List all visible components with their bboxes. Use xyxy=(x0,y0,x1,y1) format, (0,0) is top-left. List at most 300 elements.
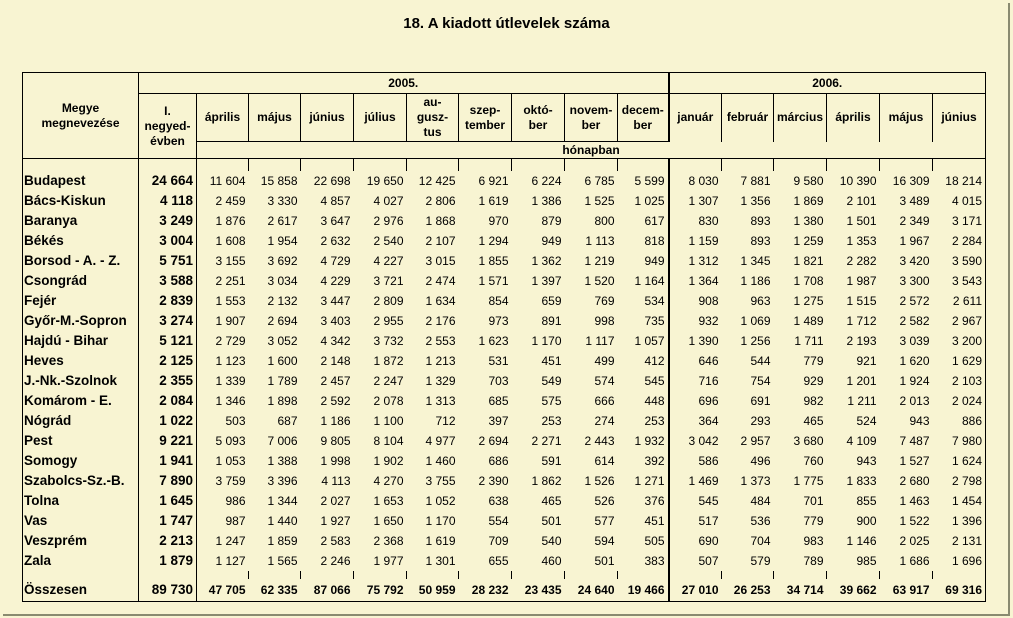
county-name: Budapest xyxy=(23,171,139,191)
month-value: 659 xyxy=(541,293,562,308)
county-name: Vas xyxy=(23,511,139,531)
month-value: 1 501 xyxy=(846,213,877,228)
month-value: 1 600 xyxy=(267,353,298,368)
month-value: 818 xyxy=(618,231,669,251)
month-value: 540 xyxy=(541,533,562,548)
q1-value: 1 022 xyxy=(139,411,197,431)
month-value: 1 789 xyxy=(267,373,298,388)
month-value: 15 858 xyxy=(260,173,298,188)
month-value: 2 251 xyxy=(215,273,246,288)
county-name: Összesen xyxy=(23,579,139,602)
month-value: 1 307 xyxy=(669,191,722,211)
q1-value: 1 941 xyxy=(139,451,197,471)
header-line: tus xyxy=(423,125,442,139)
county-name: Csongrád xyxy=(23,271,139,291)
month-value: 3 647 xyxy=(320,213,351,228)
month-value: 2 459 xyxy=(215,193,246,208)
month-value: 2 457 xyxy=(320,373,351,388)
header-line: decem- xyxy=(621,102,664,117)
header-line: tember xyxy=(464,117,505,132)
month-value: 685 xyxy=(488,393,509,408)
month-value: 507 xyxy=(669,551,722,571)
q1-value: 3 274 xyxy=(139,311,197,331)
month-value: 690 xyxy=(669,531,722,551)
month-value: 536 xyxy=(750,513,771,528)
month-value: 686 xyxy=(488,453,509,468)
month-value: 3 171 xyxy=(933,211,986,231)
month-value: 1 869 xyxy=(793,193,824,208)
month-value: 1 712 xyxy=(846,313,877,328)
month-value: 712 xyxy=(435,413,456,428)
month-value: 11 604 xyxy=(209,173,246,188)
month-value: 687 xyxy=(277,413,298,428)
county-name: Borsod - A. - Z. xyxy=(23,251,139,271)
month-value: 998 xyxy=(594,313,615,328)
month-value: 3 732 xyxy=(373,333,404,348)
table-row xyxy=(23,391,986,411)
month-value: 1 619 xyxy=(425,533,456,548)
month-value: 1 634 xyxy=(425,293,456,308)
month-value: 2 027 xyxy=(320,493,351,508)
month-value: 253 xyxy=(541,413,562,428)
month-value: 1 313 xyxy=(425,393,456,408)
month-value: 638 xyxy=(488,493,509,508)
month-header-2006 xyxy=(722,94,774,142)
month-value: 2 025 xyxy=(899,533,930,548)
month-value: 531 xyxy=(488,353,509,368)
month-value: 2 103 xyxy=(933,371,986,391)
month-value: 1 515 xyxy=(846,293,877,308)
month-value: 1 821 xyxy=(793,253,824,268)
month-value: 2 132 xyxy=(267,293,298,308)
month-value: 6 921 xyxy=(478,173,509,188)
month-header-2005 xyxy=(459,94,512,142)
month-value: 655 xyxy=(488,553,509,568)
month-value: 760 xyxy=(803,453,824,468)
month-value: 973 xyxy=(488,313,509,328)
month-value: 1 927 xyxy=(320,513,351,528)
month-value: 2 107 xyxy=(425,233,456,248)
q1-value: 2 839 xyxy=(139,291,197,311)
month-value: 1 159 xyxy=(669,231,722,251)
month-value: 2 176 xyxy=(425,313,456,328)
month-value: 800 xyxy=(594,213,615,228)
month-value: 617 xyxy=(618,211,669,231)
month-value: 24 640 xyxy=(565,579,618,602)
month-value: 253 xyxy=(618,411,669,431)
q1-value: 1 645 xyxy=(139,491,197,511)
month-value: 1 170 xyxy=(531,333,562,348)
header-line: megnevezése xyxy=(41,115,120,130)
month-value: 3 755 xyxy=(425,473,456,488)
month-value: 1 775 xyxy=(793,473,824,488)
table-row xyxy=(23,451,986,471)
month-value: 1 859 xyxy=(267,533,298,548)
month-value: 1 553 xyxy=(215,293,246,308)
month-value: 3 015 xyxy=(425,253,456,268)
table-row xyxy=(23,351,986,371)
month-value: 1 146 xyxy=(846,533,877,548)
header-line: negyed- xyxy=(144,118,191,133)
month-value: 6 224 xyxy=(531,173,562,188)
month-value: 27 010 xyxy=(669,579,722,602)
month-value: 3 721 xyxy=(373,273,404,288)
q1-value: 2 125 xyxy=(139,351,197,371)
month-value: 2 694 xyxy=(267,313,298,328)
month-value: 4 015 xyxy=(933,191,986,211)
month-value: 274 xyxy=(594,413,615,428)
month-value: 769 xyxy=(594,293,615,308)
month-value: 1 271 xyxy=(618,471,669,491)
month-value: 1 373 xyxy=(740,473,771,488)
month-value: 496 xyxy=(750,453,771,468)
month-value: 8 104 xyxy=(373,433,404,448)
month-value: 1 396 xyxy=(933,511,986,531)
month-value: 1 256 xyxy=(740,333,771,348)
month-header-2005 xyxy=(301,94,354,142)
q1-value: 89 730 xyxy=(139,579,197,602)
header-line: ber xyxy=(528,117,548,132)
month-value: 376 xyxy=(618,491,669,511)
year-2005-header: 2005. xyxy=(139,73,669,94)
unit-header: hónapban xyxy=(197,142,986,159)
month-value: 4 270 xyxy=(373,473,404,488)
month-header-2006 xyxy=(827,94,880,142)
month-value: 293 xyxy=(750,413,771,428)
month-value: 2 540 xyxy=(373,233,404,248)
month-value: 2 078 xyxy=(373,393,404,408)
header-line: január xyxy=(677,110,714,125)
month-value: 1 520 xyxy=(584,273,615,288)
month-value: 1 390 xyxy=(669,331,722,351)
month-value: 1 876 xyxy=(215,213,246,228)
month-value: 1 301 xyxy=(425,553,456,568)
county-name: Tolna xyxy=(23,491,139,511)
month-value: 591 xyxy=(541,453,562,468)
month-header-2005 xyxy=(407,94,459,142)
month-value: 63 917 xyxy=(880,579,933,602)
month-value: 1 696 xyxy=(933,551,986,571)
header-line: I. xyxy=(164,103,171,118)
month-value: 986 xyxy=(225,493,246,508)
table-row xyxy=(23,331,986,351)
q1-value: 3 249 xyxy=(139,211,197,231)
month-value: 3 300 xyxy=(899,273,930,288)
month-value: 7 980 xyxy=(933,431,986,451)
month-value: 574 xyxy=(594,373,615,388)
q1-value: 1 879 xyxy=(139,551,197,571)
month-value: 2 955 xyxy=(373,313,404,328)
month-value: 1 312 xyxy=(669,251,722,271)
month-value: 1 525 xyxy=(584,193,615,208)
month-value: 929 xyxy=(803,373,824,388)
month-value: 1 186 xyxy=(320,413,351,428)
month-value: 1 356 xyxy=(740,193,771,208)
county-name: J.-Nk.-Szolnok xyxy=(23,371,139,391)
month-value: 499 xyxy=(594,353,615,368)
month-value: 5 599 xyxy=(618,171,669,191)
month-value: 4 113 xyxy=(321,473,351,488)
month-value: 16 309 xyxy=(892,173,930,188)
table-row xyxy=(23,471,986,491)
county-name: Nógrád xyxy=(23,411,139,431)
q1-value: 3 004 xyxy=(139,231,197,251)
month-value: 2 694 xyxy=(478,433,509,448)
county-name: Veszprém xyxy=(23,531,139,551)
month-value: 1 932 xyxy=(618,431,669,451)
month-value: 2 611 xyxy=(933,291,986,311)
month-value: 754 xyxy=(750,373,771,388)
month-value: 4 977 xyxy=(425,433,456,448)
month-value: 1 623 xyxy=(478,333,509,348)
month-value: 2 282 xyxy=(846,253,877,268)
month-value: 932 xyxy=(669,311,722,331)
month-value: 1 522 xyxy=(899,513,930,528)
county-name: Komárom - E. xyxy=(23,391,139,411)
month-value: 908 xyxy=(669,291,722,311)
month-value: 1 868 xyxy=(425,213,456,228)
month-value: 19 650 xyxy=(366,173,404,188)
header-line: szep- xyxy=(469,102,501,117)
month-value: 1 653 xyxy=(373,493,404,508)
month-value: 1 902 xyxy=(373,453,404,468)
month-value: 2 390 xyxy=(478,473,509,488)
month-value: 2 806 xyxy=(425,193,456,208)
month-value: 501 xyxy=(594,553,615,568)
month-value: 524 xyxy=(856,413,877,428)
month-value: 1 898 xyxy=(267,393,298,408)
month-value: 1 329 xyxy=(425,373,456,388)
month-value: 2 131 xyxy=(933,531,986,551)
month-value: 50 959 xyxy=(407,579,459,602)
table-row xyxy=(23,531,986,551)
month-value: 594 xyxy=(594,533,615,548)
month-value: 8 030 xyxy=(669,171,722,191)
table-row xyxy=(23,491,986,511)
header-line: novem- xyxy=(569,102,613,117)
month-value: 1 998 xyxy=(320,453,351,468)
month-value: 830 xyxy=(669,211,722,231)
month-value: 4 229 xyxy=(320,273,351,288)
county-name: Hajdú - Bihar xyxy=(23,331,139,351)
month-value: 9 580 xyxy=(793,173,824,188)
month-value: 1 629 xyxy=(933,351,986,371)
month-value: 2 013 xyxy=(899,393,930,408)
month-value: 448 xyxy=(618,391,669,411)
month-value: 503 xyxy=(225,413,246,428)
month-value: 1 127 xyxy=(215,553,246,568)
county-name: Győr-M.-Sopron xyxy=(23,311,139,331)
month-value: 1 053 xyxy=(215,453,246,468)
month-value: 3 200 xyxy=(933,331,986,351)
month-value: 1 386 xyxy=(531,193,562,208)
month-header-2005 xyxy=(354,94,407,142)
month-value: 900 xyxy=(856,513,877,528)
month-value: 39 662 xyxy=(827,579,880,602)
month-value: 2 592 xyxy=(320,393,351,408)
month-value: 1 219 xyxy=(584,253,615,268)
month-value: 789 xyxy=(803,553,824,568)
header-line: július xyxy=(364,110,396,124)
month-value: 949 xyxy=(618,251,669,271)
month-value: 1 275 xyxy=(793,293,824,308)
month-value: 26 253 xyxy=(722,579,774,602)
page-title: 18. A kiadott útlevelek száma xyxy=(403,15,610,32)
month-value: 28 232 xyxy=(459,579,512,602)
month-value: 6 785 xyxy=(584,173,615,188)
month-value: 696 xyxy=(669,391,722,411)
county-name: Szabolcs-Sz.-B. xyxy=(23,471,139,491)
month-value: 2 976 xyxy=(373,213,404,228)
month-value: 2 967 xyxy=(933,311,986,331)
month-value: 779 xyxy=(803,353,824,368)
month-value: 3 396 xyxy=(267,473,298,488)
month-value: 1 571 xyxy=(478,273,509,288)
month-value: 1 526 xyxy=(584,473,615,488)
month-value: 517 xyxy=(669,511,722,531)
month-value: 893 xyxy=(750,233,771,248)
month-value: 1 025 xyxy=(618,191,669,211)
month-value: 983 xyxy=(803,533,824,548)
month-value: 1 907 xyxy=(215,313,246,328)
month-value: 1 362 xyxy=(531,253,562,268)
month-value: 75 792 xyxy=(354,579,407,602)
month-value: 1 380 xyxy=(793,213,824,228)
month-value: 1 620 xyxy=(899,353,930,368)
header-line: február xyxy=(726,110,769,125)
month-value: 1 987 xyxy=(846,273,877,288)
month-value: 1 967 xyxy=(899,233,930,248)
month-value: 1 862 xyxy=(531,473,562,488)
month-value: 1 339 xyxy=(215,373,246,388)
month-value: 2 368 xyxy=(373,533,404,548)
month-value: 970 xyxy=(488,213,509,228)
month-value: 2 809 xyxy=(373,293,404,308)
month-value: 709 xyxy=(488,533,509,548)
month-value: 701 xyxy=(803,493,824,508)
month-value: 383 xyxy=(618,551,669,571)
header-line: április xyxy=(835,110,871,125)
county-name: Zala xyxy=(23,551,139,571)
month-value: 1 650 xyxy=(373,513,404,528)
header-line: évben xyxy=(150,133,185,148)
month-value: 3 420 xyxy=(899,253,930,268)
month-value: 12 425 xyxy=(418,173,456,188)
month-value: 501 xyxy=(541,513,562,528)
month-value: 3 692 xyxy=(267,253,298,268)
month-value: 4 729 xyxy=(320,253,351,268)
table-row xyxy=(23,551,986,571)
month-value: 891 xyxy=(541,313,562,328)
q1-value: 1 747 xyxy=(139,511,197,531)
header-line: március xyxy=(776,110,824,125)
county-name: Békés xyxy=(23,231,139,251)
month-value: 2 271 xyxy=(531,433,562,448)
month-value: 2 617 xyxy=(267,213,298,228)
month-value: 451 xyxy=(541,353,562,368)
month-value: 23 435 xyxy=(512,579,565,602)
month-value: 1 708 xyxy=(793,273,824,288)
header-line: gusz- xyxy=(416,110,449,124)
month-value: 1 397 xyxy=(531,273,562,288)
month-value: 392 xyxy=(618,451,669,471)
month-value: 1 117 xyxy=(585,333,615,348)
month-value: 1 954 xyxy=(267,233,298,248)
month-value: 4 342 xyxy=(320,333,351,348)
header-line: június xyxy=(309,110,345,124)
month-value: 9 805 xyxy=(320,433,351,448)
month-value: 1 872 xyxy=(373,353,404,368)
month-value: 2 572 xyxy=(899,293,930,308)
month-value: 614 xyxy=(594,453,615,468)
header-line: május xyxy=(888,110,924,125)
month-value: 987 xyxy=(225,513,246,528)
county-name: Somogy xyxy=(23,451,139,471)
month-value: 3 330 xyxy=(267,193,298,208)
month-value: 3 034 xyxy=(267,273,298,288)
table-row xyxy=(23,371,986,391)
month-value: 3 052 xyxy=(267,333,298,348)
q1-value: 9 221 xyxy=(139,431,197,451)
header-line: októ- xyxy=(523,102,553,117)
month-value: 963 xyxy=(750,293,771,308)
month-value: 855 xyxy=(856,493,877,508)
month-value: 703 xyxy=(488,373,509,388)
month-value: 554 xyxy=(488,513,509,528)
month-value: 3 489 xyxy=(899,193,930,208)
month-value: 886 xyxy=(933,411,986,431)
month-value: 2 957 xyxy=(740,433,771,448)
month-header-2005 xyxy=(618,94,669,142)
month-value: 1 346 xyxy=(215,393,246,408)
month-value: 2 349 xyxy=(899,213,930,228)
month-value: 18 214 xyxy=(933,171,986,191)
month-value: 7 006 xyxy=(267,433,298,448)
table-row xyxy=(23,191,986,211)
month-value: 577 xyxy=(594,513,615,528)
month-value: 3 543 xyxy=(933,271,986,291)
month-value: 982 xyxy=(803,393,824,408)
table-row xyxy=(23,231,986,251)
month-value: 2 798 xyxy=(933,471,986,491)
county-name: Fejér xyxy=(23,291,139,311)
month-value: 1 460 xyxy=(425,453,456,468)
month-value: 3 039 xyxy=(899,333,930,348)
month-value: 2 553 xyxy=(425,333,456,348)
month-value: 1 469 xyxy=(669,471,722,491)
month-header-2005 xyxy=(512,94,565,142)
month-value: 2 284 xyxy=(933,231,986,251)
q1-value: 5 751 xyxy=(139,251,197,271)
month-value: 586 xyxy=(669,451,722,471)
month-value: 1 170 xyxy=(425,513,456,528)
month-value: 1 454 xyxy=(933,491,986,511)
month-value: 1 855 xyxy=(478,253,509,268)
month-value: 545 xyxy=(669,491,722,511)
month-value: 1 440 xyxy=(267,513,298,528)
month-value: 2 583 xyxy=(320,533,351,548)
month-value: 921 xyxy=(856,353,877,368)
table-row xyxy=(23,291,986,311)
table-row xyxy=(23,271,986,291)
month-value: 3 447 xyxy=(320,293,351,308)
table-row xyxy=(23,431,986,451)
month-value: 879 xyxy=(541,213,562,228)
month-value: 1 686 xyxy=(899,553,930,568)
month-value: 1 344 xyxy=(267,493,298,508)
month-value: 985 xyxy=(856,553,877,568)
month-value: 484 xyxy=(750,493,771,508)
